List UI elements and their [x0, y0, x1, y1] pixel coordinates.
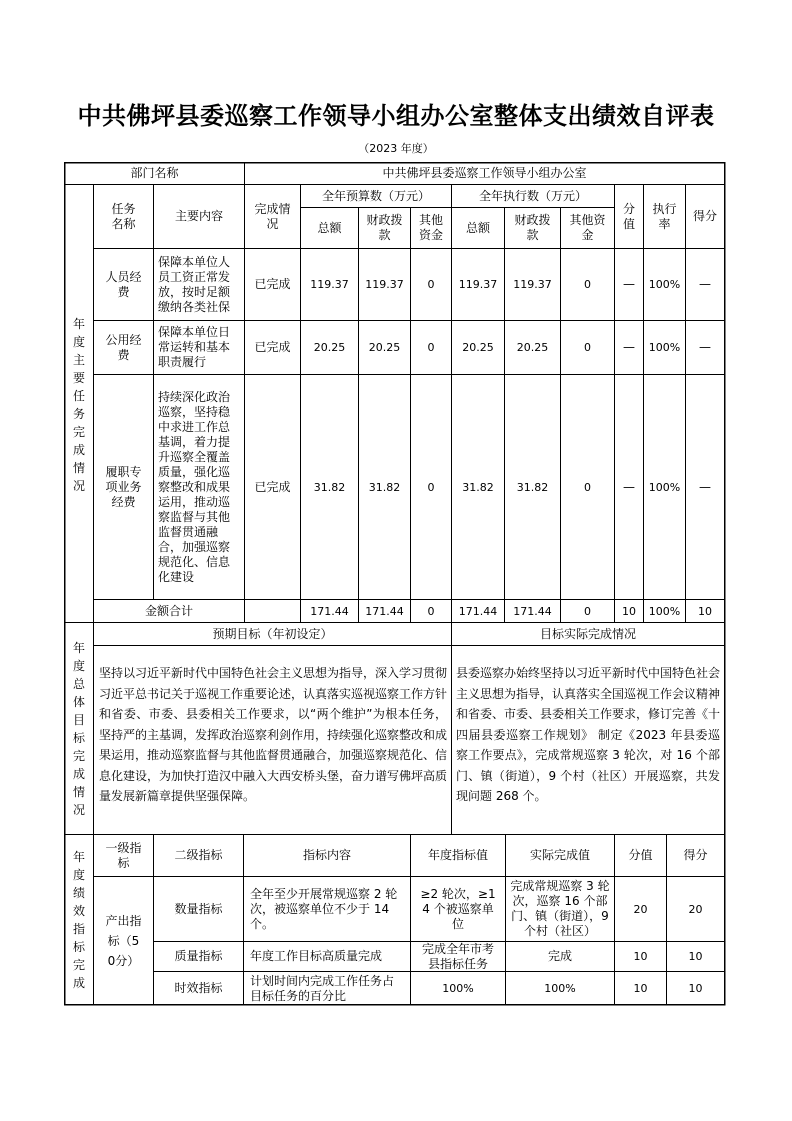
exec-other: 0	[584, 480, 591, 494]
indicator-actual: 完成常规巡察 3 轮次，巡察 16 个部门、镇（街道），9 个村（社区）	[510, 879, 610, 938]
task-name: 履职专项业务经费	[105, 464, 142, 509]
indicator-content: 全年至少开展常规巡察 2 轮次，被巡察单位不少于 14 个。	[250, 886, 398, 931]
page-title: 中共佛坪县委巡察工作领导小组办公室整体支出绩效自评表	[77, 101, 715, 130]
exec-fiscal: 20.25	[516, 341, 549, 354]
task-content: 保障本单位人员工资正常发放，按时足额缴纳各类社保	[158, 254, 231, 314]
budget-total: 119.37	[310, 278, 349, 291]
exec-fiscal: 119.37	[513, 278, 552, 291]
header-budget: 全年预算数（万元）	[321, 188, 430, 203]
task-name: 人员经费	[105, 269, 142, 299]
actual-goal-header: 目标实际完成情况	[539, 626, 636, 641]
total-exec-other: 0	[584, 604, 591, 618]
score-value: —	[623, 479, 635, 494]
indicator-target: 100%	[442, 982, 474, 995]
header-exec-total: 总额	[465, 220, 490, 235]
indicator-target: 完成全年市考县指标任务	[421, 941, 494, 971]
expected-goal-header: 预期目标（年初设定）	[212, 626, 333, 641]
header-exec-other: 其他资金	[569, 213, 606, 242]
score: —	[699, 479, 711, 494]
task-content: 持续深化政治巡察，坚持稳中求进工作总基调，着力提升巡察全覆盖质量，强化巡察整改和成果运用，推动巡察监督与其他监督贯通融合，加强巡察规范化、信息化建设	[158, 389, 231, 584]
level1-output-indicator: 产出指标（50分）	[105, 914, 142, 968]
level2-indicator: 时效指标	[174, 981, 223, 995]
total-exec-fiscal: 171.44	[513, 604, 552, 618]
exec-total: 119.37	[458, 278, 498, 291]
total-exec-total: 171.44	[458, 604, 498, 618]
indicator-value: 10	[633, 950, 648, 963]
header-indicator-content: 指标内容	[302, 848, 351, 862]
section-label-indicators: 年度绩效指标完成	[72, 850, 85, 990]
exec-rate: 100%	[648, 480, 681, 494]
level2-indicator: 数量指标	[174, 901, 223, 916]
budget-other: 0	[427, 341, 435, 354]
header-task-name: 任务名称	[111, 201, 136, 231]
header-main-content: 主要内容	[174, 209, 223, 223]
level2-indicator: 质量指标	[174, 949, 223, 963]
dept-value: 中共佛坪县委巡察工作领导小组办公室	[382, 166, 587, 180]
indicator-actual: 100%	[544, 982, 576, 995]
budget-other: 0	[427, 480, 435, 494]
section-label-goals: 年度总体目标完成情况	[72, 640, 85, 817]
score-value: —	[623, 340, 635, 354]
header-score: 得分	[692, 209, 717, 223]
task-status: 已完成	[254, 277, 291, 291]
budget-fiscal: 31.82	[368, 480, 401, 494]
total-score-value: 10	[622, 604, 636, 618]
budget-fiscal: 119.37	[365, 278, 404, 291]
indicator-score: 10	[688, 950, 703, 963]
indicator-content: 计划时间内完成工作任务占目标任务的百分比	[250, 973, 395, 1003]
header-exec: 全年执行数（万元）	[478, 188, 587, 203]
score: —	[699, 340, 711, 354]
exec-other: 0	[584, 278, 591, 291]
task-status: 已完成	[254, 340, 291, 354]
exec-rate: 100%	[648, 278, 681, 291]
indicator-value: 20	[633, 902, 648, 916]
header-status: 完成情况	[254, 201, 291, 231]
indicator-target: ≥2 轮次，≥14 个被巡察单位	[420, 886, 496, 931]
exec-fiscal: 31.82	[516, 480, 549, 494]
task-name: 公用经费	[105, 332, 142, 362]
total-exec-rate: 100%	[648, 604, 681, 618]
budget-total: 20.25	[313, 341, 346, 354]
total-budget-fiscal: 171.44	[365, 604, 404, 618]
exec-other: 0	[584, 341, 591, 354]
header-budget-total: 总额	[317, 220, 342, 235]
report-year: （2023 年度）	[358, 142, 434, 155]
section-label-tasks: 年度主要任务完成情况	[72, 317, 85, 493]
exec-total: 20.25	[462, 341, 494, 354]
header-exec-fiscal: 财政拨款	[514, 213, 551, 242]
total-score: 10	[698, 604, 712, 618]
task-content: 保障本单位日常运转和基本职责履行	[158, 325, 231, 369]
indicator-score: 10	[688, 982, 703, 995]
indicator-value: 10	[633, 982, 648, 995]
dept-label: 部门名称	[130, 166, 179, 180]
header-score-value: 分值	[622, 201, 635, 231]
total-budget-other: 0	[427, 604, 435, 618]
header-actual-value: 实际完成值	[529, 848, 590, 862]
budget-total: 31.82	[313, 480, 346, 494]
actual-goal-text: 县委巡察办始终坚持以习近平新时代中国特色社会主义思想为指导，认真落实全国巡视工作会议精神和省委、市委、县委相关工作要求，修订完善《十四届县委巡察工作规划》 制定《2023 年县委巡察工作要点》，完成常规巡察 3 轮次，对 16 个部门、镇（街道），9 个村（社区）开展巡察，共发现问题 268 个。	[456, 666, 721, 803]
budget-fiscal: 20.25	[368, 341, 401, 354]
score-value: —	[623, 277, 635, 291]
header-budget-fiscal: 财政拨款	[366, 213, 403, 242]
header-indicator-value: 分值	[628, 848, 653, 862]
header-exec-rate: 执行率	[652, 201, 677, 231]
total-budget-total: 171.44	[310, 604, 349, 618]
indicator-score: 20	[688, 902, 703, 916]
exec-total: 31.82	[462, 480, 494, 494]
header-budget-other: 其他资金	[418, 213, 443, 242]
budget-other: 0	[427, 278, 435, 291]
header-indicator-score: 得分	[683, 848, 708, 862]
total-label: 金额合计	[144, 603, 193, 618]
header-level2-indicator: 二级指标	[174, 848, 223, 862]
indicator-actual: 完成	[547, 949, 572, 963]
indicator-content: 年度工作目标高质量完成	[250, 949, 383, 963]
header-level1-indicator: 一级指标	[105, 840, 142, 870]
expected-goal-text: 坚持以习近平新时代中国特色社会主义思想为指导，深入学习贯彻习近平总书记关于巡视工作重要论述，认真落实巡视巡察工作方针和省委、市委、县委相关工作要求，以“两个维护”为根本任务，坚持严的主基调，发挥政治巡察利剑作用，持续强化巡察整改和成果运用，推动巡察监督与其他监督贯通融合，加强巡察规范化、信息化建设，为加快打造汉中融入大西安桥头堡，奋力谱写佛坪高质量发展新篇章提供坚强保障。	[99, 666, 448, 803]
task-status: 已完成	[254, 479, 291, 494]
exec-rate: 100%	[648, 341, 681, 354]
score: —	[699, 277, 711, 291]
header-target-value: 年度指标值	[427, 848, 488, 862]
